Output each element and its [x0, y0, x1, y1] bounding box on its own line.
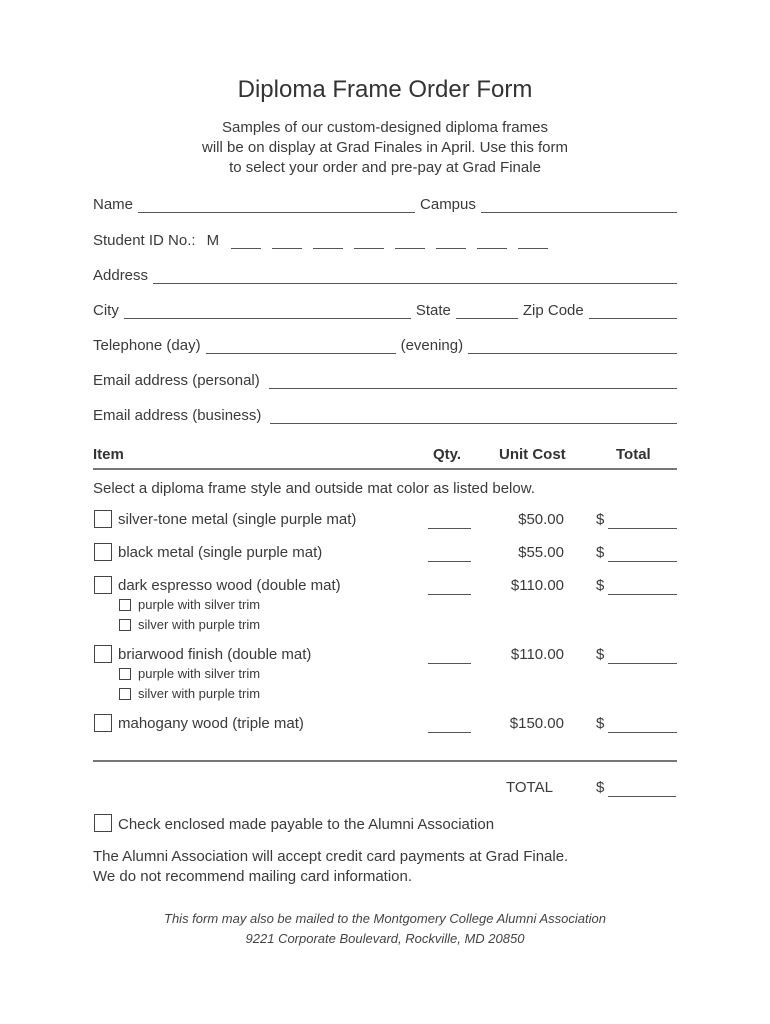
city-label: City [93, 302, 119, 319]
email-personal-label: Email address (personal) [93, 372, 260, 389]
total-field-mahogany-wood[interactable] [608, 718, 677, 733]
table-separator [93, 760, 677, 762]
student-id-digit-8[interactable] [518, 234, 548, 249]
student-id-digit-7[interactable] [477, 234, 507, 249]
email-business-field[interactable] [270, 409, 677, 424]
city-state-zip-row [93, 299, 677, 319]
student-id-digit-6[interactable] [436, 234, 466, 249]
total-field-briarwood-finish[interactable] [608, 649, 677, 664]
selection-instruction: Select a diploma frame style and outside mat color as listed below. [93, 480, 535, 497]
student-id-digit-4[interactable] [354, 234, 384, 249]
email-personal-row [93, 369, 677, 389]
student-id-digit-3[interactable] [313, 234, 343, 249]
item-label-briarwood-finish: briarwood finish (double mat) [118, 646, 312, 663]
qty-field-black-metal[interactable] [428, 547, 471, 562]
option-espresso-purple-silver: purple with silver trim [138, 597, 261, 612]
zip-label: Zip Code [522, 302, 584, 319]
total-dollar-silver-tone-metal: $ [596, 511, 605, 528]
intro-line-2: will be on display at Grad Finales in April. Use this form [202, 139, 568, 156]
telephone-row [93, 334, 677, 354]
header-unit-cost: Unit Cost [499, 446, 566, 463]
student-id-digit-1[interactable] [231, 234, 261, 249]
address-field[interactable] [153, 269, 677, 284]
qty-field-mahogany-wood[interactable] [428, 718, 471, 733]
check-enclosed-label: Check enclosed made payable to the Alumni Association [118, 816, 495, 833]
email-business-label: Email address (business) [93, 407, 262, 424]
intro-text [0, 118, 770, 178]
checkbox-briarwood-finish[interactable] [94, 645, 112, 663]
footer-line-1: This form may also be mailed to the Montgomery College Alumni Association [164, 911, 606, 926]
student-id-prefix: M [206, 232, 220, 249]
total-field-dark-espresso-wood[interactable] [608, 580, 677, 595]
header-qty: Qty. [433, 446, 462, 463]
item-label-mahogany-wood: mahogany wood (triple mat) [118, 715, 304, 732]
total-dollar-mahogany-wood: $ [596, 715, 605, 732]
checkbox-briarwood-purple-silver[interactable] [119, 668, 131, 680]
total-dollar-briarwood-finish: $ [596, 646, 605, 663]
total-field-silver-tone-metal[interactable] [608, 514, 677, 529]
zip-field[interactable] [589, 304, 677, 319]
address-label: Address [93, 267, 149, 284]
unit-cost-briarwood-finish: $110.00 [510, 646, 564, 663]
state-field[interactable] [456, 304, 518, 319]
item-label-silver-tone-metal: silver-tone metal (single purple mat) [118, 511, 357, 528]
student-id-digit-5[interactable] [395, 234, 425, 249]
checkbox-dark-espresso-wood[interactable] [94, 576, 112, 594]
credit-card-note [93, 847, 568, 887]
state-label: State [415, 302, 451, 319]
checkbox-espresso-silver-purple[interactable] [119, 619, 131, 631]
checkbox-check-enclosed[interactable] [94, 814, 112, 832]
unit-cost-mahogany-wood: $150.00 [509, 715, 564, 732]
tel-evening-label: (evening) [400, 337, 464, 354]
grand-total-label: TOTAL [506, 779, 553, 796]
email-personal-field[interactable] [269, 374, 677, 389]
qty-field-briarwood-finish[interactable] [428, 649, 471, 664]
name-campus-row [93, 193, 677, 213]
student-id-digit-2[interactable] [272, 234, 302, 249]
unit-cost-silver-tone-metal: $50.00 [518, 511, 564, 528]
qty-field-dark-espresso-wood[interactable] [428, 580, 471, 595]
total-field-black-metal[interactable] [608, 547, 677, 562]
checkbox-black-metal[interactable] [94, 543, 112, 561]
option-espresso-silver-purple: silver with purple trim [138, 617, 261, 632]
credit-card-note-line-2: We do not recommend mailing card information. [93, 868, 413, 885]
item-label-dark-espresso-wood: dark espresso wood (double mat) [118, 577, 341, 594]
tel-evening-field[interactable] [468, 339, 677, 354]
option-briarwood-purple-silver: purple with silver trim [138, 666, 261, 681]
qty-field-silver-tone-metal[interactable] [428, 514, 471, 529]
header-item: Item [93, 446, 124, 463]
student-id-label: Student ID No.: [93, 232, 196, 249]
tel-day-label: Telephone (day) [93, 337, 201, 354]
intro-line-1: Samples of our custom-designed diploma frames [222, 119, 548, 136]
tel-day-field[interactable] [206, 339, 396, 354]
checkbox-mahogany-wood[interactable] [94, 714, 112, 732]
intro-line-3: to select your order and pre-pay at Grad Finale [229, 159, 541, 176]
campus-label: Campus [420, 196, 476, 213]
form-title: Diploma Frame Order Form [237, 76, 533, 103]
unit-cost-black-metal: $55.00 [518, 544, 564, 561]
campus-field[interactable] [481, 198, 677, 213]
name-field[interactable] [138, 198, 415, 213]
total-dollar-dark-espresso-wood: $ [596, 577, 605, 594]
grand-total-field[interactable] [608, 782, 676, 797]
items-table-header [93, 446, 677, 470]
credit-card-note-line-1: The Alumni Association will accept credit card payments at Grad Finale. [93, 848, 569, 865]
unit-cost-dark-espresso-wood: $110.00 [510, 577, 564, 594]
footer-line-2: 9221 Corporate Boulevard, Rockville, MD 20850 [245, 931, 525, 946]
header-total: Total [616, 446, 651, 463]
option-briarwood-silver-purple: silver with purple trim [138, 686, 261, 701]
student-id-row [93, 229, 677, 249]
city-field[interactable] [124, 304, 411, 319]
checkbox-briarwood-silver-purple[interactable] [119, 688, 131, 700]
grand-total-dollar: $ [596, 779, 605, 796]
item-label-black-metal: black metal (single purple mat) [118, 544, 323, 561]
name-label: Name [93, 196, 134, 213]
mailing-footer [0, 909, 770, 949]
checkbox-silver-tone-metal[interactable] [94, 510, 112, 528]
checkbox-espresso-purple-silver[interactable] [119, 599, 131, 611]
email-business-row [93, 404, 677, 424]
total-dollar-black-metal: $ [596, 544, 605, 561]
address-row [93, 264, 677, 284]
